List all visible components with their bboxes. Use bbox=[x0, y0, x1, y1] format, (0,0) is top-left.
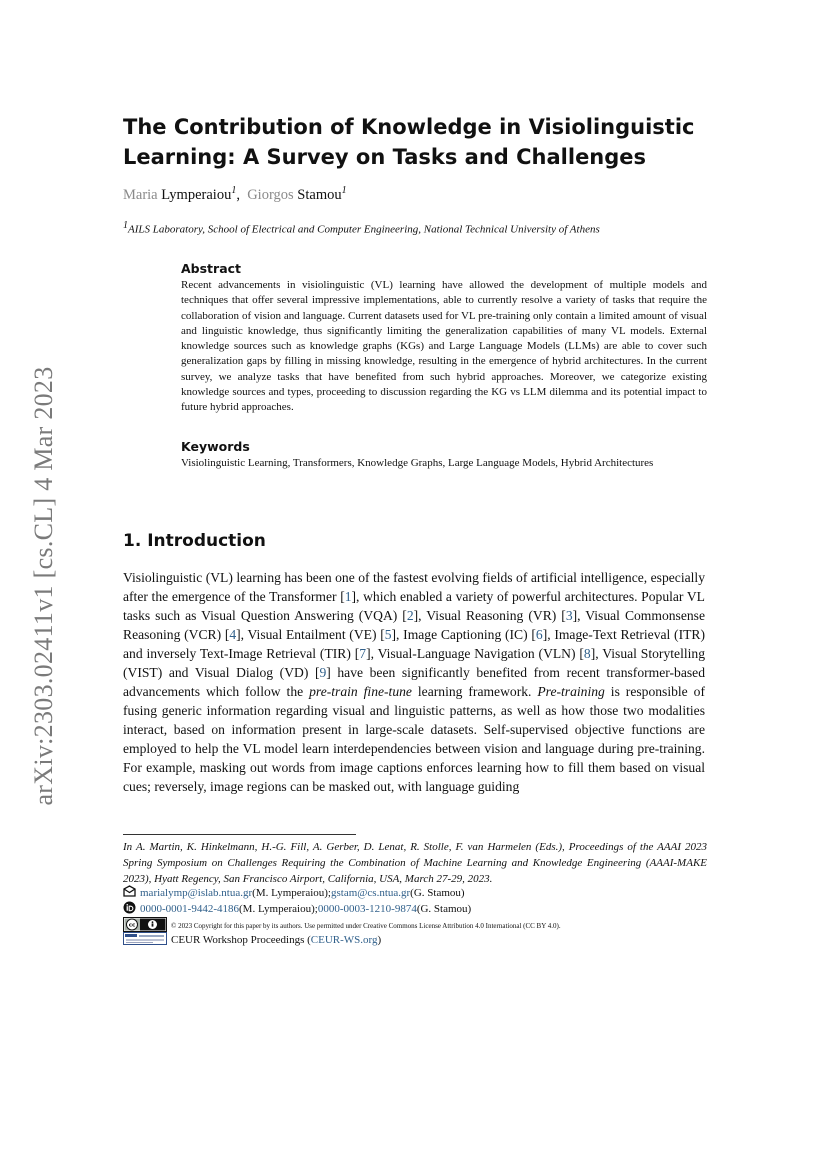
envelope-icon bbox=[123, 885, 136, 900]
paragraph-text: ] have been significantly benefited from recent transformer-based advancements which follow the bbox=[123, 665, 705, 699]
citation-link[interactable]: 3 bbox=[565, 608, 573, 623]
abstract-section bbox=[181, 261, 707, 416]
footnote-proceedings: In A. Martin, K. Hinkelmann, H.-G. Fill, A. Gerber, D. Lenat, R. Stolle, F. van Harmelen (Eds.), Proceedings of the AAAI 2023 Spring Symposium on Challenges Requiring the Combination of Machine Learning and Knowledge Engineering (AAAI-MAKE 2023), Hyatt Regency, San Francisco Airport, California, USA, March 27-29, 2023. bbox=[123, 841, 707, 885]
author-2: Giorgos Stamou$^1$ bbox=[247, 185, 347, 203]
paper-title: The Contribution of Knowledge in Visiolinguistic Learning: A Survey on Tasks and Challenges bbox=[123, 115, 695, 169]
copyright-text: © 2023 Copyright for this paper by its authors. Use permitted under Creative Commons License Attribution 4.0 International (CC BY 4.0). bbox=[171, 921, 561, 930]
introduction-heading: 1. Introduction bbox=[123, 531, 266, 551]
emphasized-term: pre-train fine-tune bbox=[309, 684, 412, 699]
email-link-stamou[interactable]: gstam@cs.ntua.gr bbox=[331, 886, 411, 899]
email-link-lymperaiou[interactable]: marialymp@islab.ntua.gr bbox=[140, 886, 253, 899]
citation-link[interactable]: 1 bbox=[344, 589, 352, 604]
citation-link[interactable]: 2 bbox=[406, 608, 414, 623]
paragraph-text: ], Visual Commonsense Reasoning (VCR) [ bbox=[123, 608, 705, 642]
paragraph-text: ], Visual Storytelling (VIST) and Visual Dialog (VD) [ bbox=[123, 646, 705, 680]
footnote-emails: marialymp@islab.ntua.gr (M. Lymperaiou); gstam@cs.ntua.gr (G. Stamou) bbox=[123, 885, 465, 900]
citation-link[interactable]: 7 bbox=[359, 646, 367, 661]
ceur-logo-icon bbox=[123, 932, 167, 948]
citation-link[interactable]: 6 bbox=[535, 627, 543, 642]
affiliation: 1AILS Laboratory, School of Electrical and Computer Engineering, National Technical University of Athens bbox=[123, 220, 600, 236]
arxiv-identifier: arXiv:2303.02411v1 [cs.CL] 4 Mar 2023 bbox=[29, 366, 58, 806]
introduction-paragraph bbox=[123, 568, 705, 796]
footnote-divider bbox=[123, 834, 356, 835]
citation-link[interactable]: 5 bbox=[384, 627, 392, 642]
citation-link[interactable]: 8 bbox=[583, 646, 591, 661]
paragraph-text: ], Image-Text Retrieval (ITR) and inversely Text-Image Retrieval (TIR) [ bbox=[123, 627, 705, 661]
orcid-link-stamou[interactable]: 0000-0003-1210-9874 bbox=[317, 903, 417, 915]
keywords-section bbox=[181, 439, 707, 471]
svg-text:cc: cc bbox=[128, 922, 136, 929]
orcid-icon bbox=[123, 901, 136, 917]
abstract-text: Recent advancements in visiolinguistic (VL) learning have allowed the development of multiple models and techniques that offer several impressive implementations, able to currently resolve a variety of tasks that require the collaboration of vision and language. Current datasets used for VL pre-training only contain a limited amount of visual and linguistic knowledge, thus significantly limiting the generalization capabilities of many VL models. External knowledge sources such as knowledge graphs (KGs) and Large Language Models (LLMs) are able to cover such generalization gaps by filling in missing knowledge, resulting in the emergence of hybrid architectures. In the current survey, we analyze tasks that have benefited from such hybrid approaches. Moreover, we categorize existing knowledge sources and types, proceeding to discussion regarding the KG vs LLM dilemma and its potential impact to future hybrid approaches. bbox=[181, 279, 707, 414]
emphasized-term: Pre-training bbox=[537, 684, 605, 699]
author-list: Maria Lymperaiou$^1$, Giorgos Stamou$^1$ bbox=[123, 185, 347, 203]
footnote-orcids: 0000-0001-9442-4186 (M. Lymperaiou); 0000-0003-1210-9874 (G. Stamou) bbox=[123, 901, 471, 917]
keywords-heading: Keywords bbox=[181, 439, 250, 454]
citation-link[interactable]: 4 bbox=[229, 627, 237, 642]
orcid-link-lymperaiou[interactable]: 0000-0001-9442-4186 bbox=[140, 903, 239, 915]
footnote-ceur: CEUR Workshop Proceedings ( CEUR-WS.org ) bbox=[123, 932, 381, 948]
paragraph-text: ], Visual-Language Navigation (VLN) [ bbox=[366, 646, 584, 661]
citation-link[interactable]: 9 bbox=[319, 665, 327, 680]
ceur-ws-link[interactable]: CEUR-WS.org bbox=[310, 934, 378, 946]
paragraph-text: ], Visual Reasoning (VR) [ bbox=[413, 608, 566, 623]
author-1: Maria Lymperaiou$^1$ bbox=[123, 185, 237, 203]
paragraph-text: ], Visual Entailment (VE) [ bbox=[236, 627, 385, 642]
paragraph-text: learning framework. bbox=[411, 684, 538, 699]
paragraph-text: ], which enabled a variety of powerful architectures. Popular VL tasks such as Visual Question Answering (VQA) [ bbox=[123, 589, 705, 623]
paragraph-text: Visiolinguistic (VL) learning has been one of the fastest evolving fields of artificial intelligence, especially after the emergence of the Transformer [ bbox=[123, 570, 705, 604]
keywords-text: Visiolinguistic Learning, Transformers, Knowledge Graphs, Large Language Models, Hybrid Architectures bbox=[181, 457, 654, 469]
paragraph-text: is responsible of fusing generic information regarding visual and linguistic patterns, as well as how those two modalities interact, based on information present in large-scale datasets. Self-supervised objective functions are employed to help the VL model learn interdependencies between vision and language during pre-training. For example, masking out words from image captions enforces learning how to fill them based on visual cues; reversely, image regions can be masked out, with language guiding bbox=[123, 684, 705, 794]
paragraph-text: ], Image Captioning (IC) [ bbox=[391, 627, 536, 642]
abstract-heading: Abstract bbox=[181, 261, 242, 276]
